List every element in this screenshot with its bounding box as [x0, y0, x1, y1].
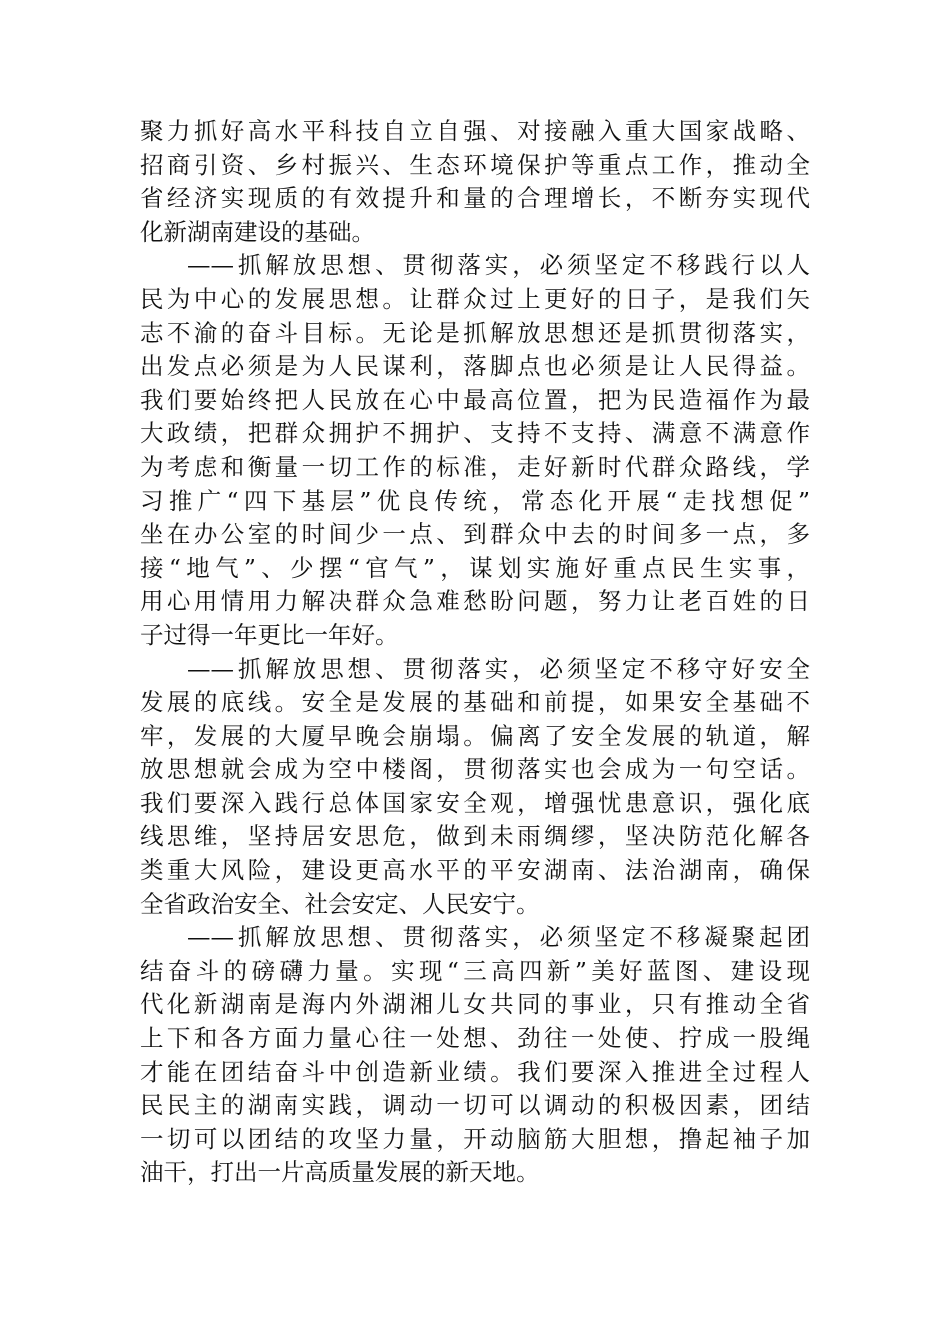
- text-line: 招商引资、乡村振兴、生态环境保护等重点工作，推动全: [140, 150, 810, 179]
- text-line: 上下和各方面力量心往一处想、劲往一处使、拧成一股绳: [140, 1024, 810, 1053]
- text-line: 聚力抓好高水平科技自立自强、对接融入重大国家战略、: [140, 117, 810, 145]
- text-line: 民为中心的发展思想。让群众过上更好的日子，是我们矢: [140, 284, 810, 313]
- text-line: 结奋斗的磅礴力量。实现“三高四新”美好蓝图、建设现: [140, 956, 810, 985]
- text-line: 我们要深入践行总体国家安全观，增强忧患意识，强化底: [140, 788, 810, 817]
- paragraph-start-line: ——抓解放思想、贯彻落实，必须坚定不移践行以人: [187, 251, 810, 280]
- text-line: 习推广“四下基层”优良传统，常态化开展“走找想促”: [140, 486, 810, 515]
- text-line: 化新湖南建设的基础。: [140, 217, 375, 246]
- text-line: 我们要始终把人民放在心中最高位置，把为民造福作为最: [140, 385, 810, 414]
- text-line: 一切可以团结的攻坚力量，开动脑筋大胆想，撸起袖子加: [140, 1124, 810, 1153]
- text-line: 大政绩，把群众拥护不拥护、支持不支持、满意不满意作: [140, 419, 810, 448]
- text-line: 民民主的湖南实践，调动一切可以调动的积极因素，团结: [140, 1091, 810, 1120]
- text-line: 出发点必须是为人民谋利，落脚点也必须是让人民得益。: [140, 352, 810, 381]
- text-line: 坐在办公室的时间少一点、到群众中去的时间多一点，多: [140, 520, 810, 549]
- text-line: 省经济实现质的有效提升和量的合理增长，不断夯实现代: [140, 184, 810, 213]
- text-line: 类重大风险，建设更高水平的平安湖南、法治湖南，确保: [140, 856, 810, 885]
- text-line: 用心用情用力解决群众急难愁盼问题，努力让老百姓的日: [140, 587, 810, 616]
- text-line: 接“地气”、少摆“官气”，谋划实施好重点民生实事，: [140, 553, 810, 582]
- text-line: 才能在团结奋斗中创造新业绩。我们要深入推进全过程人: [140, 1057, 810, 1086]
- paragraph-start-line: ——抓解放思想、贯彻落实，必须坚定不移守好安全: [187, 654, 810, 683]
- text-line: 油干，打出一片高质量发展的新天地。: [140, 1158, 540, 1187]
- body-text: [140, 115, 810, 1190]
- text-line: 放思想就会成为空中楼阁，贯彻落实也会成为一句空话。: [140, 755, 810, 784]
- text-line: 牢，发展的大厦早晚会崩塌。偏离了安全发展的轨道，解: [140, 721, 810, 750]
- text-line: 线思维，坚持居安思危，做到未雨绸缪，坚决防范化解各: [140, 822, 810, 851]
- text-line: 志不渝的奋斗目标。无论是抓解放思想还是抓贯彻落实，: [140, 318, 810, 347]
- text-line: 发展的底线。安全是发展的基础和前提，如果安全基础不: [140, 688, 810, 717]
- text-line: 全省政治安全、社会安定、人民安宁。: [140, 889, 540, 918]
- text-line: 代化新湖南是海内外湖湘儿女共同的事业，只有推动全省: [140, 990, 810, 1019]
- paragraph-start-line: ——抓解放思想、贯彻落实，必须坚定不移凝聚起团: [187, 923, 810, 952]
- text-line: 为考虑和衡量一切工作的标准，走好新时代群众路线，学: [140, 452, 810, 481]
- text-line: 子过得一年更比一年好。: [140, 620, 399, 649]
